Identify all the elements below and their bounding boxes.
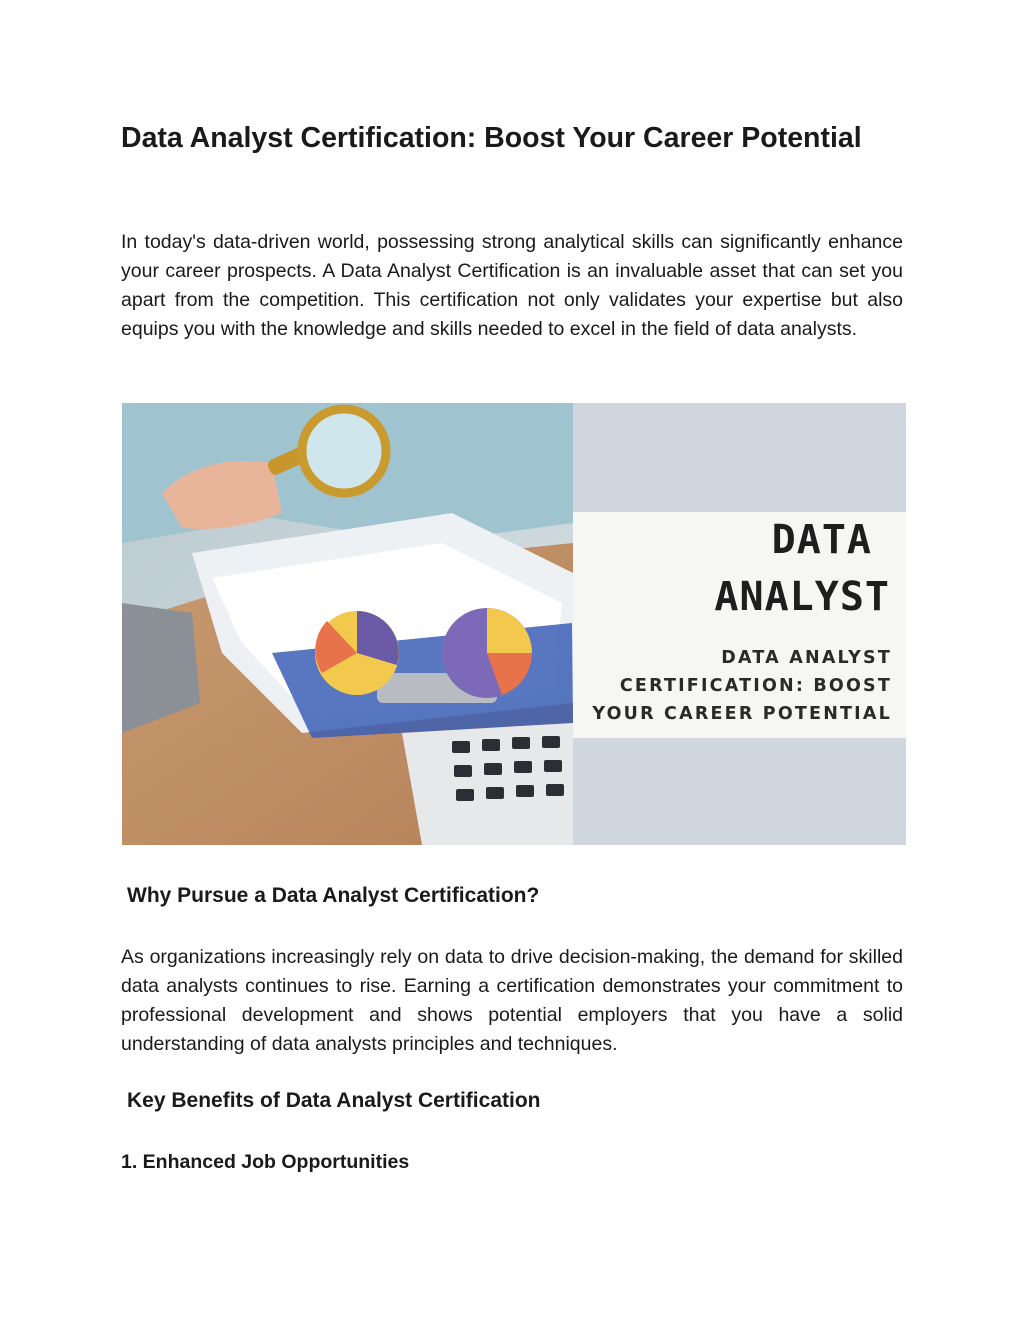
banner-text-card [573,512,906,738]
banner-sub-line-1: DATA ANALYST [721,648,892,668]
banner-image [122,403,906,845]
magnifying-glass-photo [122,403,573,845]
page-title: Data Analyst Certification: Boost Your Career Potential [121,122,862,154]
banner-big-line-1: DATA [771,517,872,563]
banner-sub-line-3: YOUR CAREER POTENTIAL [592,704,892,724]
intro-paragraph: In today's data-driven world, possessing strong analytical skills can significantly enhance your career prospects. A Data Analyst Certification is an invaluable asset that can set you apart from the competition. This certification not only validates your expertise but also equips you with the knowledge and skills needed to excel in the field of data analysts. [121,231,903,340]
banner-subtitle [592,644,892,728]
benefit-item-heading: 1. Enhanced Job Opportunities [121,1151,410,1173]
why-pursue-paragraph: As organizations increasingly rely on data to drive decision-making, the demand for skilled data analysts continues to rise. Earning a certification demonstrates your commitment to professional development and shows potential employers that you have a solid understanding of data analysts principles and techniques. [121,946,903,1055]
banner-sub-line-2: CERTIFICATION: BOOST [619,676,892,696]
banner-big-line-2: ANALYST [714,574,890,620]
why-pursue-heading: Why Pursue a Data Analyst Certification? [127,884,540,907]
key-benefits-heading: Key Benefits of Data Analyst Certification [127,1089,541,1112]
